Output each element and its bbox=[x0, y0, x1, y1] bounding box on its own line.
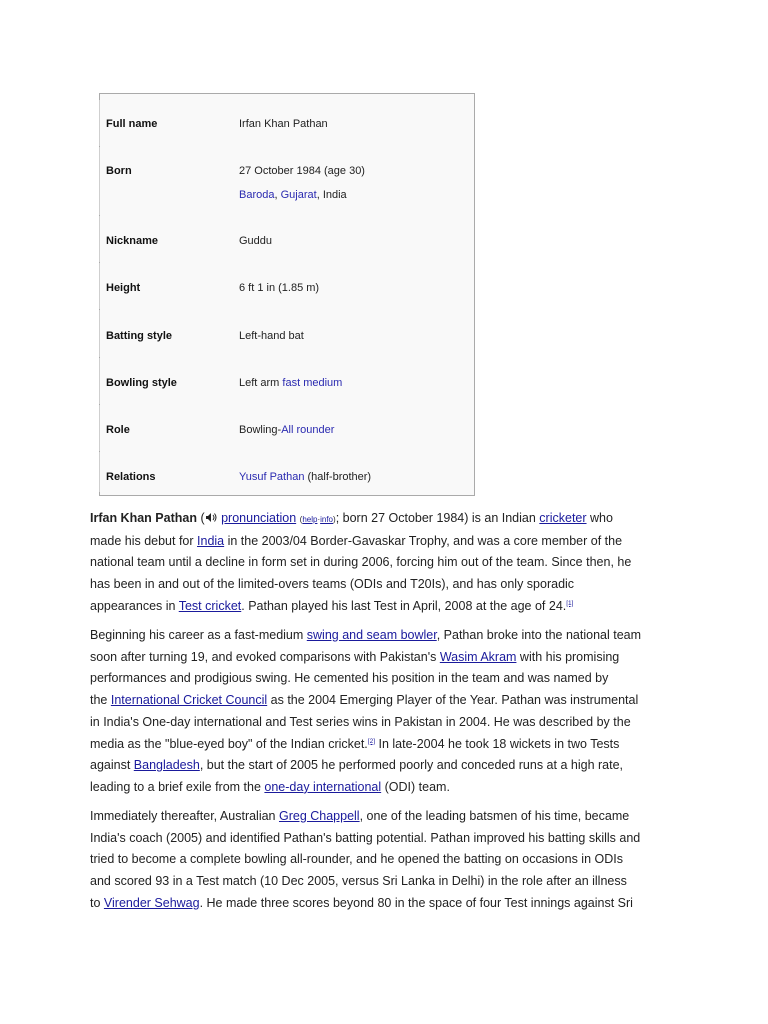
text-line: the International Cricket Council as the 2004 Emerging Player of the Year. Pathan was instrumental bbox=[90, 693, 639, 708]
link-gujarat[interactable]: Gujarat bbox=[280, 189, 317, 201]
text-line: tried to become a complete bowling all-rounder, and he opened the batting on occasions in ODIs bbox=[90, 852, 623, 867]
link-greg-chappell[interactable]: Greg Chappell bbox=[278, 809, 360, 823]
text-line: against Bangladesh, but the start of 2005 he performed poorly and conceded runs at a high rate, bbox=[90, 758, 623, 773]
link-international-cricket-council[interactable]: International Cricket Council bbox=[110, 693, 268, 708]
infobox-row-bowling-style bbox=[100, 358, 476, 404]
text-line: performances and prodigious swing. He cemented his position in the team and was named by bbox=[90, 671, 609, 686]
infobox-value: Left arm fast medium bbox=[239, 377, 343, 389]
infobox-row-batting-style bbox=[100, 310, 476, 357]
link-fast-medium[interactable]: fast medium bbox=[282, 377, 343, 389]
infobox-value: Irfan Khan Pathan bbox=[239, 118, 328, 130]
link-india[interactable]: India bbox=[197, 533, 225, 548]
subject-name: Irfan Khan Pathan bbox=[90, 511, 197, 525]
link-wasim-akram[interactable]: Wasim Akram bbox=[439, 649, 517, 664]
infobox-label: Born bbox=[106, 165, 132, 177]
link-swing-and-seam-bowler[interactable]: swing and seam bowler bbox=[306, 628, 437, 642]
link-info[interactable]: info bbox=[320, 515, 334, 524]
infobox-value: 6 ft 1 in (1.85 m) bbox=[239, 282, 320, 294]
reference-1 bbox=[566, 600, 573, 607]
infobox-label: Role bbox=[106, 424, 130, 436]
reference-link[interactable]: [1] bbox=[566, 599, 574, 607]
text-line: and scored 93 in a Test match (10 Dec 2005, versus Sri Lanka in Delhi) in the role after an illness bbox=[90, 874, 627, 889]
link-test-cricket[interactable]: Test cricket bbox=[178, 598, 242, 613]
infobox-value: Left-hand bat bbox=[239, 330, 304, 342]
infobox-row-role bbox=[100, 405, 476, 451]
link-pronunciation[interactable]: pronunciation bbox=[221, 511, 297, 525]
infobox-label: Relations bbox=[106, 471, 156, 483]
text-line: has been in and out of the limited-overs teams (ODIs and T20Is), and has only sporadic bbox=[90, 577, 575, 592]
infobox-label: Full name bbox=[106, 118, 158, 130]
infobox-row-height bbox=[100, 263, 476, 309]
link-baroda[interactable]: Baroda bbox=[239, 189, 275, 201]
reference-2 bbox=[368, 738, 375, 745]
speaker-icon[interactable] bbox=[205, 509, 218, 520]
text-line: national team until a decline in form set in during 2006, forcing him out of the team. Since then, he bbox=[90, 555, 632, 570]
link-yusuf-pathan[interactable]: Yusuf Pathan bbox=[239, 471, 305, 483]
infobox-row-relations bbox=[100, 452, 476, 492]
infobox-row-nickname bbox=[100, 216, 476, 262]
infobox-value: Bowling-All rounder bbox=[239, 424, 335, 436]
infobox-label: Height bbox=[106, 282, 141, 294]
paragraph-intro bbox=[90, 508, 690, 618]
link-virender-sehwag[interactable]: Virender Sehwag bbox=[103, 895, 200, 910]
reference-link[interactable]: [2] bbox=[367, 737, 376, 745]
infobox bbox=[99, 93, 475, 496]
infobox-label: Nickname bbox=[106, 235, 158, 247]
infobox-value: Yusuf Pathan (half-brother) bbox=[239, 471, 372, 483]
help-info: (help·info) bbox=[299, 515, 336, 524]
paragraph-batting bbox=[90, 806, 690, 915]
infobox-label: Batting style bbox=[106, 330, 173, 342]
link-bangladesh[interactable]: Bangladesh bbox=[133, 758, 200, 773]
link-help[interactable]: help bbox=[302, 515, 318, 524]
text-line: soon after turning 19, and evoked comparisons with Pakistan's Wasim Akram with his promising bbox=[90, 649, 620, 664]
text-line: in India's One-day international and Test series wins in Pakistan in 2004. He was described by the bbox=[90, 714, 631, 729]
infobox-row-born bbox=[100, 147, 476, 215]
infobox-value: Guddu bbox=[239, 235, 273, 247]
link-cricketer[interactable]: cricketer bbox=[539, 511, 587, 525]
text-line: Immediately thereafter, Australian Greg Chappell, one of the leading batsmen of his time, became bbox=[90, 809, 630, 823]
paragraph-career bbox=[90, 625, 690, 799]
text-line: Irfan Khan Pathan ( pronunciation (help·info); born 27 October 1984) is an Indian cricketer who bbox=[90, 511, 613, 525]
link-one-day-international[interactable]: one-day international bbox=[264, 779, 382, 794]
text-line: to Virender Sehwag. He made three scores beyond 80 in the space of four Test innings against Sri bbox=[90, 895, 633, 910]
text-line: media as the "blue-eyed boy" of the Indian cricket.[2] In late-2004 he took 18 wickets in two Tests bbox=[90, 736, 620, 751]
text-line: Beginning his career as a fast-medium swing and seam bowler, Pathan broke into the national team bbox=[90, 628, 642, 642]
infobox-label: Bowling style bbox=[106, 377, 177, 389]
infobox-row-full-name bbox=[100, 100, 476, 146]
infobox-value: 27 October 1984 (age 30) bbox=[239, 165, 365, 177]
link-all-rounder[interactable]: All rounder bbox=[281, 424, 335, 436]
text-line: India's coach (2005) and identified Pathan's batting potential. Pathan improved his batting skills and bbox=[90, 830, 641, 845]
text-line: appearances in Test cricket. Pathan played his last Test in April, 2008 at the age of 24.[1] bbox=[90, 598, 574, 613]
text-line: made his debut for India in the 2003/04 Border-Gavaskar Trophy, and was a core member of the bbox=[90, 533, 623, 548]
text-line: leading to a brief exile from the one-day international (ODI) team. bbox=[90, 779, 450, 794]
infobox-birthplace: Baroda, Gujarat, India bbox=[239, 189, 347, 201]
